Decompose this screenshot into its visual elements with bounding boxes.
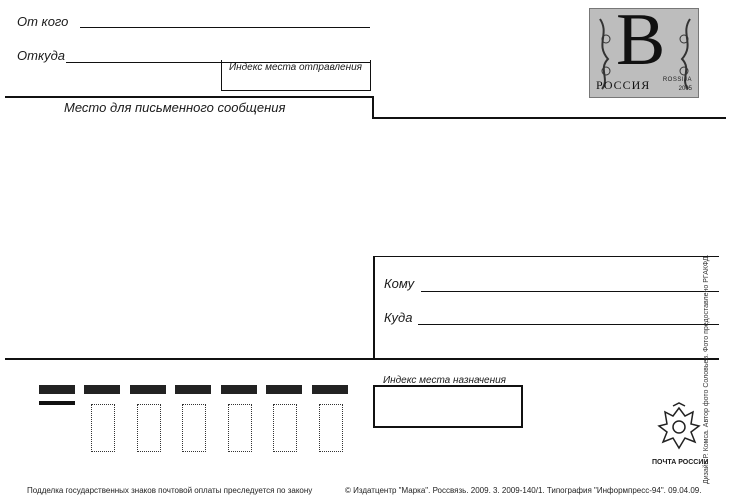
index-digit-box-6[interactable] <box>319 404 343 452</box>
top-divider-step <box>372 96 374 119</box>
to-address-label: Куда <box>384 310 413 325</box>
bottom-divider <box>5 358 719 360</box>
index-digit-box-5[interactable] <box>273 404 297 452</box>
index-bar-6 <box>266 385 302 394</box>
recipient-left-border <box>373 256 375 359</box>
index-digit-box-4[interactable] <box>228 404 252 452</box>
message-area-label: Место для письменного сообщения <box>64 100 286 115</box>
footer-warning: Подделка государственных знаков почтовой оплаты преследуется по закону <box>27 486 313 495</box>
vertical-credit: Дизайн Р. Комса. Автор фото Соловьев. Фото предоставлено РГАКФД. <box>703 254 710 484</box>
russian-post-emblem-icon <box>651 402 707 456</box>
russian-post-logo-text: ПОЧТА РОССИИ <box>652 459 709 466</box>
from-address-label: Откуда <box>17 48 65 63</box>
origin-index-label: Индекс места отправления <box>229 62 363 73</box>
to-line[interactable] <box>421 291 719 292</box>
to-address-line-1[interactable] <box>418 324 719 325</box>
from-line[interactable] <box>80 27 370 28</box>
index-bar-3 <box>130 385 166 394</box>
stamp-letter: В <box>616 8 666 81</box>
index-bar-1 <box>39 385 75 394</box>
from-label: От кого <box>17 14 69 29</box>
index-digit-box-2[interactable] <box>137 404 161 452</box>
stamp-latin: ROSSIJA <box>662 77 692 83</box>
index-digit-box-3[interactable] <box>182 404 206 452</box>
to-label: Кому <box>384 276 415 291</box>
stamp-year: 2005 <box>678 86 692 92</box>
postage-stamp <box>589 8 699 98</box>
index-digit-box-1[interactable] <box>91 404 115 452</box>
index-underbar <box>39 401 75 405</box>
index-bar-7 <box>312 385 348 394</box>
top-divider-left <box>5 96 373 98</box>
destination-index-box[interactable] <box>373 385 523 428</box>
index-bar-2 <box>84 385 120 394</box>
footer-publisher: © Издатцентр "Марка". Россвязь. 2009. 3. 2009-140/1. Типография "Информпресс-94". 09.04.09. <box>345 486 702 495</box>
stamp-country: РОССИЯ <box>596 78 651 92</box>
recipient-top-border <box>373 256 719 257</box>
top-divider-right <box>372 117 726 119</box>
destination-index-label: Индекс места назначения <box>383 375 507 386</box>
index-bar-5 <box>221 385 257 394</box>
index-bar-4 <box>175 385 211 394</box>
